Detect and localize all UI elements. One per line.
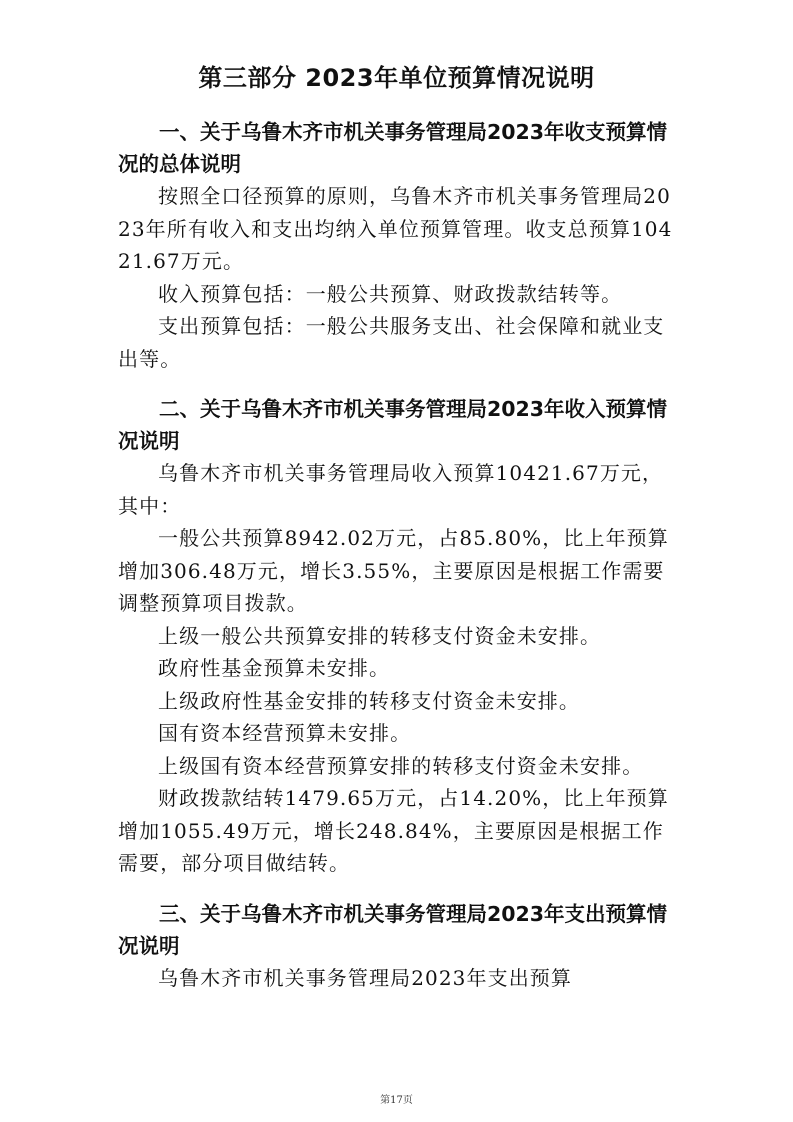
paragraph: 财政拨款结转1479.65万元，占14.20%，比上年预算增加1055.49万元，增长248.84%，主要原因是根据工作需要，部分项目做结转。	[118, 786, 669, 875]
section-expenditure	[118, 898, 680, 995]
paragraph: 政府性基金预算未安排。	[158, 656, 391, 680]
paragraph: 收入预算包括：一般公共预算、财政拨款结转等。	[158, 281, 623, 306]
paragraph: 上级国有资本经营预算安排的转移支付资金未安排。	[158, 753, 644, 778]
paragraph: 上级一般公共预算安排的转移支付资金未安排。	[158, 623, 602, 648]
page-title: 第三部分 2023年单位预算情况说明	[198, 64, 595, 92]
section-income	[118, 393, 680, 880]
paragraph: 国有资本经营预算未安排。	[158, 721, 412, 745]
page-number: 第17页	[380, 1095, 413, 1106]
paragraph: 一般公共预算8942.02万元，占85.80%，比上年预算增加306.48万元，增长3.55%，主要原因是根据工作需要调整预算项目拨款。	[118, 526, 669, 615]
section-heading: 二、关于乌鲁木齐市机关事务管理局2023年收入预算情况说明	[118, 397, 668, 453]
section-overall	[118, 116, 680, 375]
document-body	[118, 116, 680, 994]
paragraph: 乌鲁木齐市机关事务管理局2023年支出预算	[158, 965, 572, 990]
section-heading: 三、关于乌鲁木齐市机关事务管理局2023年支出预算情况说明	[118, 901, 668, 958]
paragraph: 按照全口径预算的原则，乌鲁木齐市机关事务管理局2023年所有收入和支出均纳入单位预算管理。收支总预算10421.67万元。	[118, 184, 673, 273]
paragraph: 支出预算包括：一般公共服务支出、社会保障和就业支出等。	[118, 314, 665, 371]
paragraph: 乌鲁木齐市机关事务管理局收入预算10421.67万元，其中：	[118, 461, 664, 518]
paragraph: 上级政府性基金安排的转移支付资金未安排。	[158, 688, 580, 713]
section-heading: 一、关于乌鲁木齐市机关事务管理局2023年收支预算情况的总体说明	[118, 120, 668, 176]
